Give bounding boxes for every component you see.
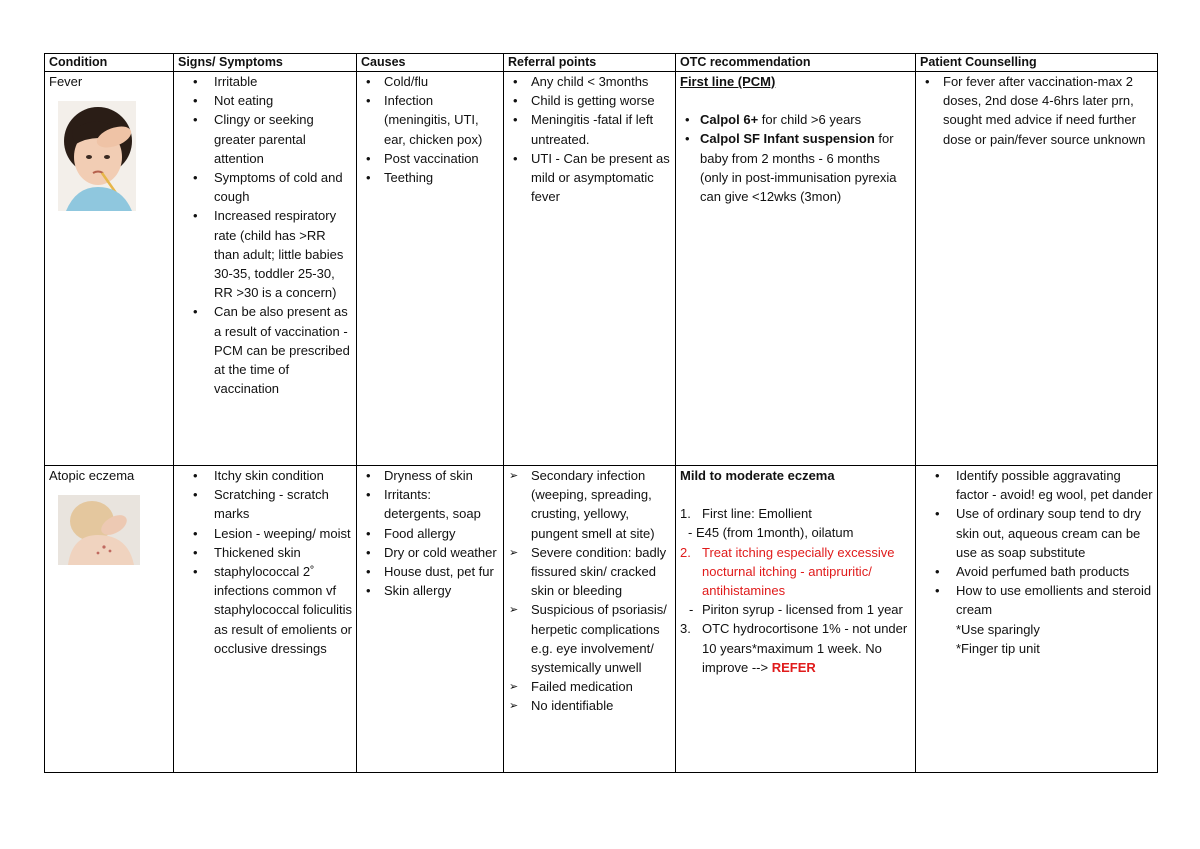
header-condition: Condition: [45, 54, 174, 72]
fever-counselling-cell: [916, 72, 1158, 466]
step-number: 3.: [680, 621, 691, 637]
header-signs: Signs/ Symptoms: [174, 54, 357, 72]
condition-name: Fever: [49, 74, 83, 89]
list-item: • Not eating: [178, 91, 352, 110]
otc-heading: Mild to moderate eczema: [680, 468, 835, 483]
list-item: • Irritable: [178, 72, 352, 91]
list-item: • Scratching - scratch marks: [178, 485, 352, 523]
list-item: • Cold/flu: [361, 72, 499, 91]
list-item: • Symptoms of cold and cough: [178, 168, 352, 206]
list-item: • Dry or cold weather: [361, 543, 499, 562]
hydrocortisone-text: OTC hydrocortisone 1% - not under 10 years*maximum 1 week. No improve -->: [702, 621, 908, 675]
list-item: • Meningitis -fatal if left untreated.: [508, 110, 671, 148]
condition-table: [44, 53, 1158, 773]
emollient-usage-text: How to use emollients and steroid cream: [956, 583, 1152, 618]
header-referral: Referral points: [504, 54, 676, 72]
fever-otc-cell: [676, 72, 916, 466]
eczema-otc-cell: [676, 466, 916, 773]
list-item: • staphylococcal 2˚ infections common vf staphylococcal foliculitis as result of emolients or occlusive dressings: [178, 562, 352, 658]
list-item: • Dryness of skin: [361, 466, 499, 485]
calpol-sf-detail: for baby from 2 months - 6 months (only in post-immunisation pyrexia can give <12wks (3mon): [700, 131, 897, 205]
list-item: • Post vaccination: [361, 149, 499, 168]
list-item: • Irritants: detergents, soap: [361, 485, 499, 523]
use-sparingly-note: *Use sparingly: [956, 621, 1040, 637]
list-item: • UTI - Can be present as mild or asymptomatic fever: [508, 149, 671, 207]
eczema-counselling-cell: [916, 466, 1158, 773]
otc-step-3: [680, 619, 911, 677]
e45-line: - E45 (from 1month), oilatum: [688, 525, 854, 541]
list-item: [680, 129, 911, 206]
fever-causes-list: [361, 72, 499, 187]
condition-name: Atopic eczema: [49, 468, 135, 483]
eczema-causes-list: [361, 466, 499, 600]
header-causes: Causes: [357, 54, 504, 72]
fever-referral-cell: [504, 72, 676, 466]
dash-mark: -: [689, 602, 694, 618]
step-number: 1.: [680, 506, 691, 522]
fever-referral-list: [508, 72, 671, 206]
table-row-fever: [45, 72, 1158, 466]
list-item: ➢ No identifiable: [508, 696, 671, 715]
list-item: • Teething: [361, 168, 499, 187]
calpol-sf-label: Calpol SF Infant suspension: [700, 131, 875, 147]
fever-signs-list: [178, 72, 352, 398]
eczema-referral-list: [508, 466, 671, 716]
list-item: • Increased respiratory rate (child has >RR than adult; little babies 30-35, toddler 25-30, RR >30 is a concern): [178, 206, 352, 302]
otc-step-2: [680, 543, 911, 601]
list-item: • Thickened skin: [178, 543, 352, 562]
finger-tip-unit-note: *Finger tip unit: [956, 640, 1040, 656]
header-row: [45, 54, 1158, 72]
fever-otc-list: [680, 110, 911, 206]
list-item: • Infection (meningitis, UTI, ear, chicken pox): [361, 91, 499, 149]
fever-causes-cell: [357, 72, 504, 466]
fever-counselling-list: [920, 72, 1153, 149]
list-item: • Avoid perfumed bath products: [920, 562, 1153, 581]
piriton-text: Piriton syrup - licensed from 1 year: [702, 602, 903, 618]
eczema-signs-list: [178, 466, 352, 658]
fever-signs-cell: [174, 72, 357, 466]
list-item: ➢ Severe condition: badly fissured skin/ cracked skin or bleeding: [508, 543, 671, 601]
header-otc: OTC recommendation: [676, 54, 916, 72]
otc-heading: First line (PCM): [680, 74, 776, 89]
list-item: • Food allergy: [361, 524, 499, 543]
list-item: ➢ Secondary infection (weeping, spreading, crusting, yellowy, pungent smell at site): [508, 466, 671, 543]
calpol-6-detail: for child >6 years: [758, 112, 862, 128]
list-item: ➢ Failed medication: [508, 677, 671, 696]
refer-text: REFER: [771, 659, 816, 675]
eczema-child-photo: [58, 495, 140, 565]
list-item: [680, 110, 911, 129]
list-item: • Child is getting worse: [508, 91, 671, 110]
list-item: • Any child < 3months: [508, 72, 671, 91]
list-item: • House dust, pet fur: [361, 562, 499, 581]
list-item: • Use of ordinary soup tend to dry skin out, aqueous cream can be use as soap substitute: [920, 504, 1153, 562]
list-item: • Skin allergy: [361, 581, 499, 600]
eczema-referral-cell: [504, 466, 676, 773]
header-counselling: Patient Counselling: [916, 54, 1158, 72]
piriton-line: [680, 600, 911, 619]
list-item: • Clingy or seeking greater parental attention: [178, 110, 352, 168]
otc-step-1: [680, 504, 911, 523]
list-item: • For fever after vaccination-max 2 doses, 2nd dose 4-6hrs later prn, sought med advice if need further dose or pain/fever source unknown: [920, 72, 1153, 149]
calpol-6-label: Calpol 6+: [700, 112, 759, 128]
step-number: 2.: [680, 544, 691, 560]
list-item: • Identify possible aggravating factor - avoid! eg wool, pet dander: [920, 466, 1153, 504]
fever-condition-cell: [45, 72, 174, 466]
list-item: ➢ Suspicious of psoriasis/ herpetic complications e.g. eye involvement/ systemically unwell: [508, 600, 671, 677]
eczema-counselling-list: [920, 466, 1153, 658]
eczema-causes-cell: [357, 466, 504, 773]
eczema-condition-cell: [45, 466, 174, 773]
fever-child-photo: [58, 101, 136, 211]
treat-itching-text: Treat itching especially excessive nocturnal itching - antipruritic/ antihistamines: [702, 544, 895, 599]
eczema-signs-cell: [174, 466, 357, 773]
table-row-eczema: [45, 466, 1158, 773]
list-item: • Lesion - weeping/ moist: [178, 524, 352, 543]
list-item: • Can be also present as a result of vaccination - PCM can be prescribed at the time of vaccination: [178, 302, 352, 398]
first-line-emollient: First line: Emollient: [702, 506, 812, 522]
list-item: • Itchy skin condition: [178, 466, 352, 485]
list-item: [920, 581, 1153, 658]
